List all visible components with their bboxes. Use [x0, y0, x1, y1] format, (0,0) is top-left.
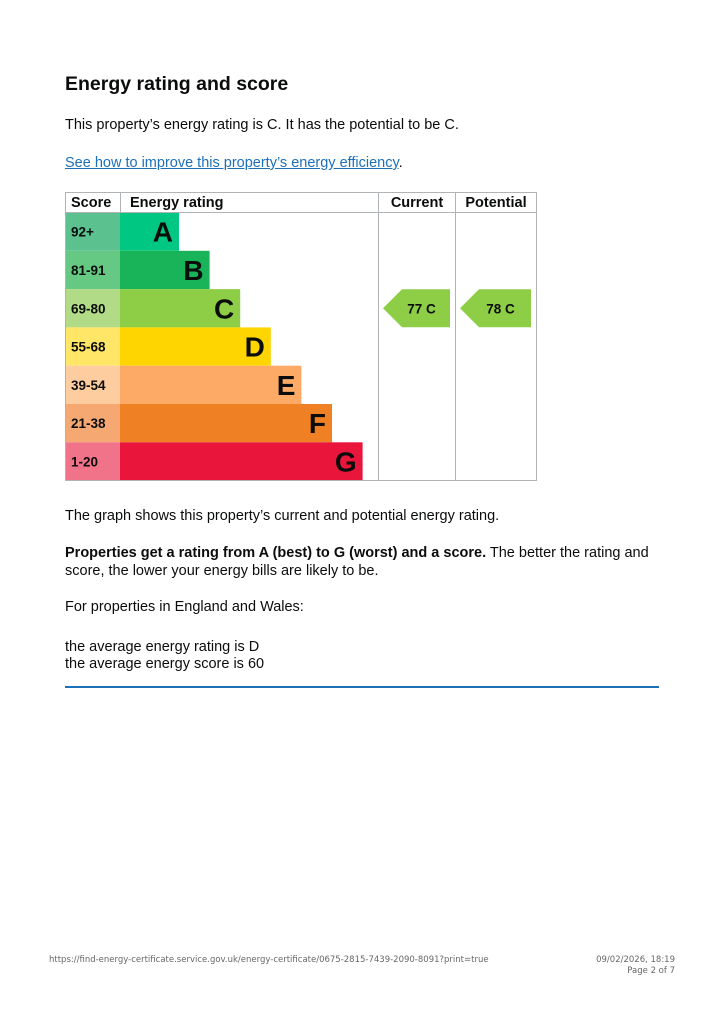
potential-marker-label: 78 C	[486, 301, 515, 317]
band-score-a: 92+	[71, 224, 94, 240]
rating-summary: This property’s energy rating is C. It has the potential to be C.	[65, 117, 459, 133]
band-score-e: 39-54	[71, 377, 106, 393]
band-bar-g	[120, 442, 363, 480]
header-current: Current	[390, 195, 444, 211]
band-letter-d: D	[244, 331, 265, 363]
band-letter-f: F	[308, 408, 326, 440]
graph-caption: The graph shows this property’s current and potential energy rating.	[65, 508, 500, 524]
band-letter-c: C	[213, 293, 235, 325]
rating-explanation	[65, 544, 649, 580]
improve-link-suffix: .	[398, 155, 403, 171]
footer-datetime: 09/02/2026, 18:19	[596, 955, 675, 965]
footer-page-number: Page 2 of 7	[627, 966, 675, 976]
band-score-c: 69-80	[71, 301, 106, 317]
band-score-g: 1-20	[71, 454, 99, 470]
header-score: Score	[71, 195, 112, 211]
band-letter-a: A	[152, 216, 173, 248]
page-heading: Energy rating and score	[65, 73, 289, 95]
rating-explanation-rest-1: The better the rating and	[486, 545, 649, 561]
header-potential: Potential	[465, 195, 527, 211]
rating-explanation-bold: Properties get a rating from A (best) to G (worst) and a score.	[65, 545, 487, 561]
rating-explanation-rest-2: score, the lower your energy bills are likely to be.	[65, 563, 379, 579]
footer-meta	[596, 955, 675, 977]
band-bar-e	[120, 366, 301, 404]
energy-rating-chart	[65, 192, 537, 481]
band-score-f: 21-38	[71, 416, 106, 432]
band-score-d: 55-68	[71, 339, 106, 355]
band-letter-g: G	[334, 446, 357, 478]
band-score-b: 81-91	[71, 262, 106, 278]
band-letter-e: E	[276, 369, 296, 401]
band-bar-f	[120, 404, 332, 442]
footer-url: https://find-energy-certificate.service.gov.uk/energy-certificate/0675-2815-7439-2090-8091?print=true	[49, 955, 489, 965]
section-divider	[65, 686, 659, 688]
energy-rating-graph	[65, 192, 537, 481]
improve-efficiency-link[interactable]: See how to improve this property’s energy efficiency	[65, 155, 399, 171]
current-marker-label: 77 C	[407, 301, 436, 317]
average-rating: the average energy rating is D	[65, 639, 260, 655]
improve-paragraph	[65, 154, 403, 172]
band-letter-b: B	[183, 254, 204, 286]
header-energy-rating: Energy rating	[130, 195, 224, 211]
average-score: the average energy score is 60	[65, 656, 265, 672]
england-wales-label: For properties in England and Wales:	[65, 599, 304, 615]
